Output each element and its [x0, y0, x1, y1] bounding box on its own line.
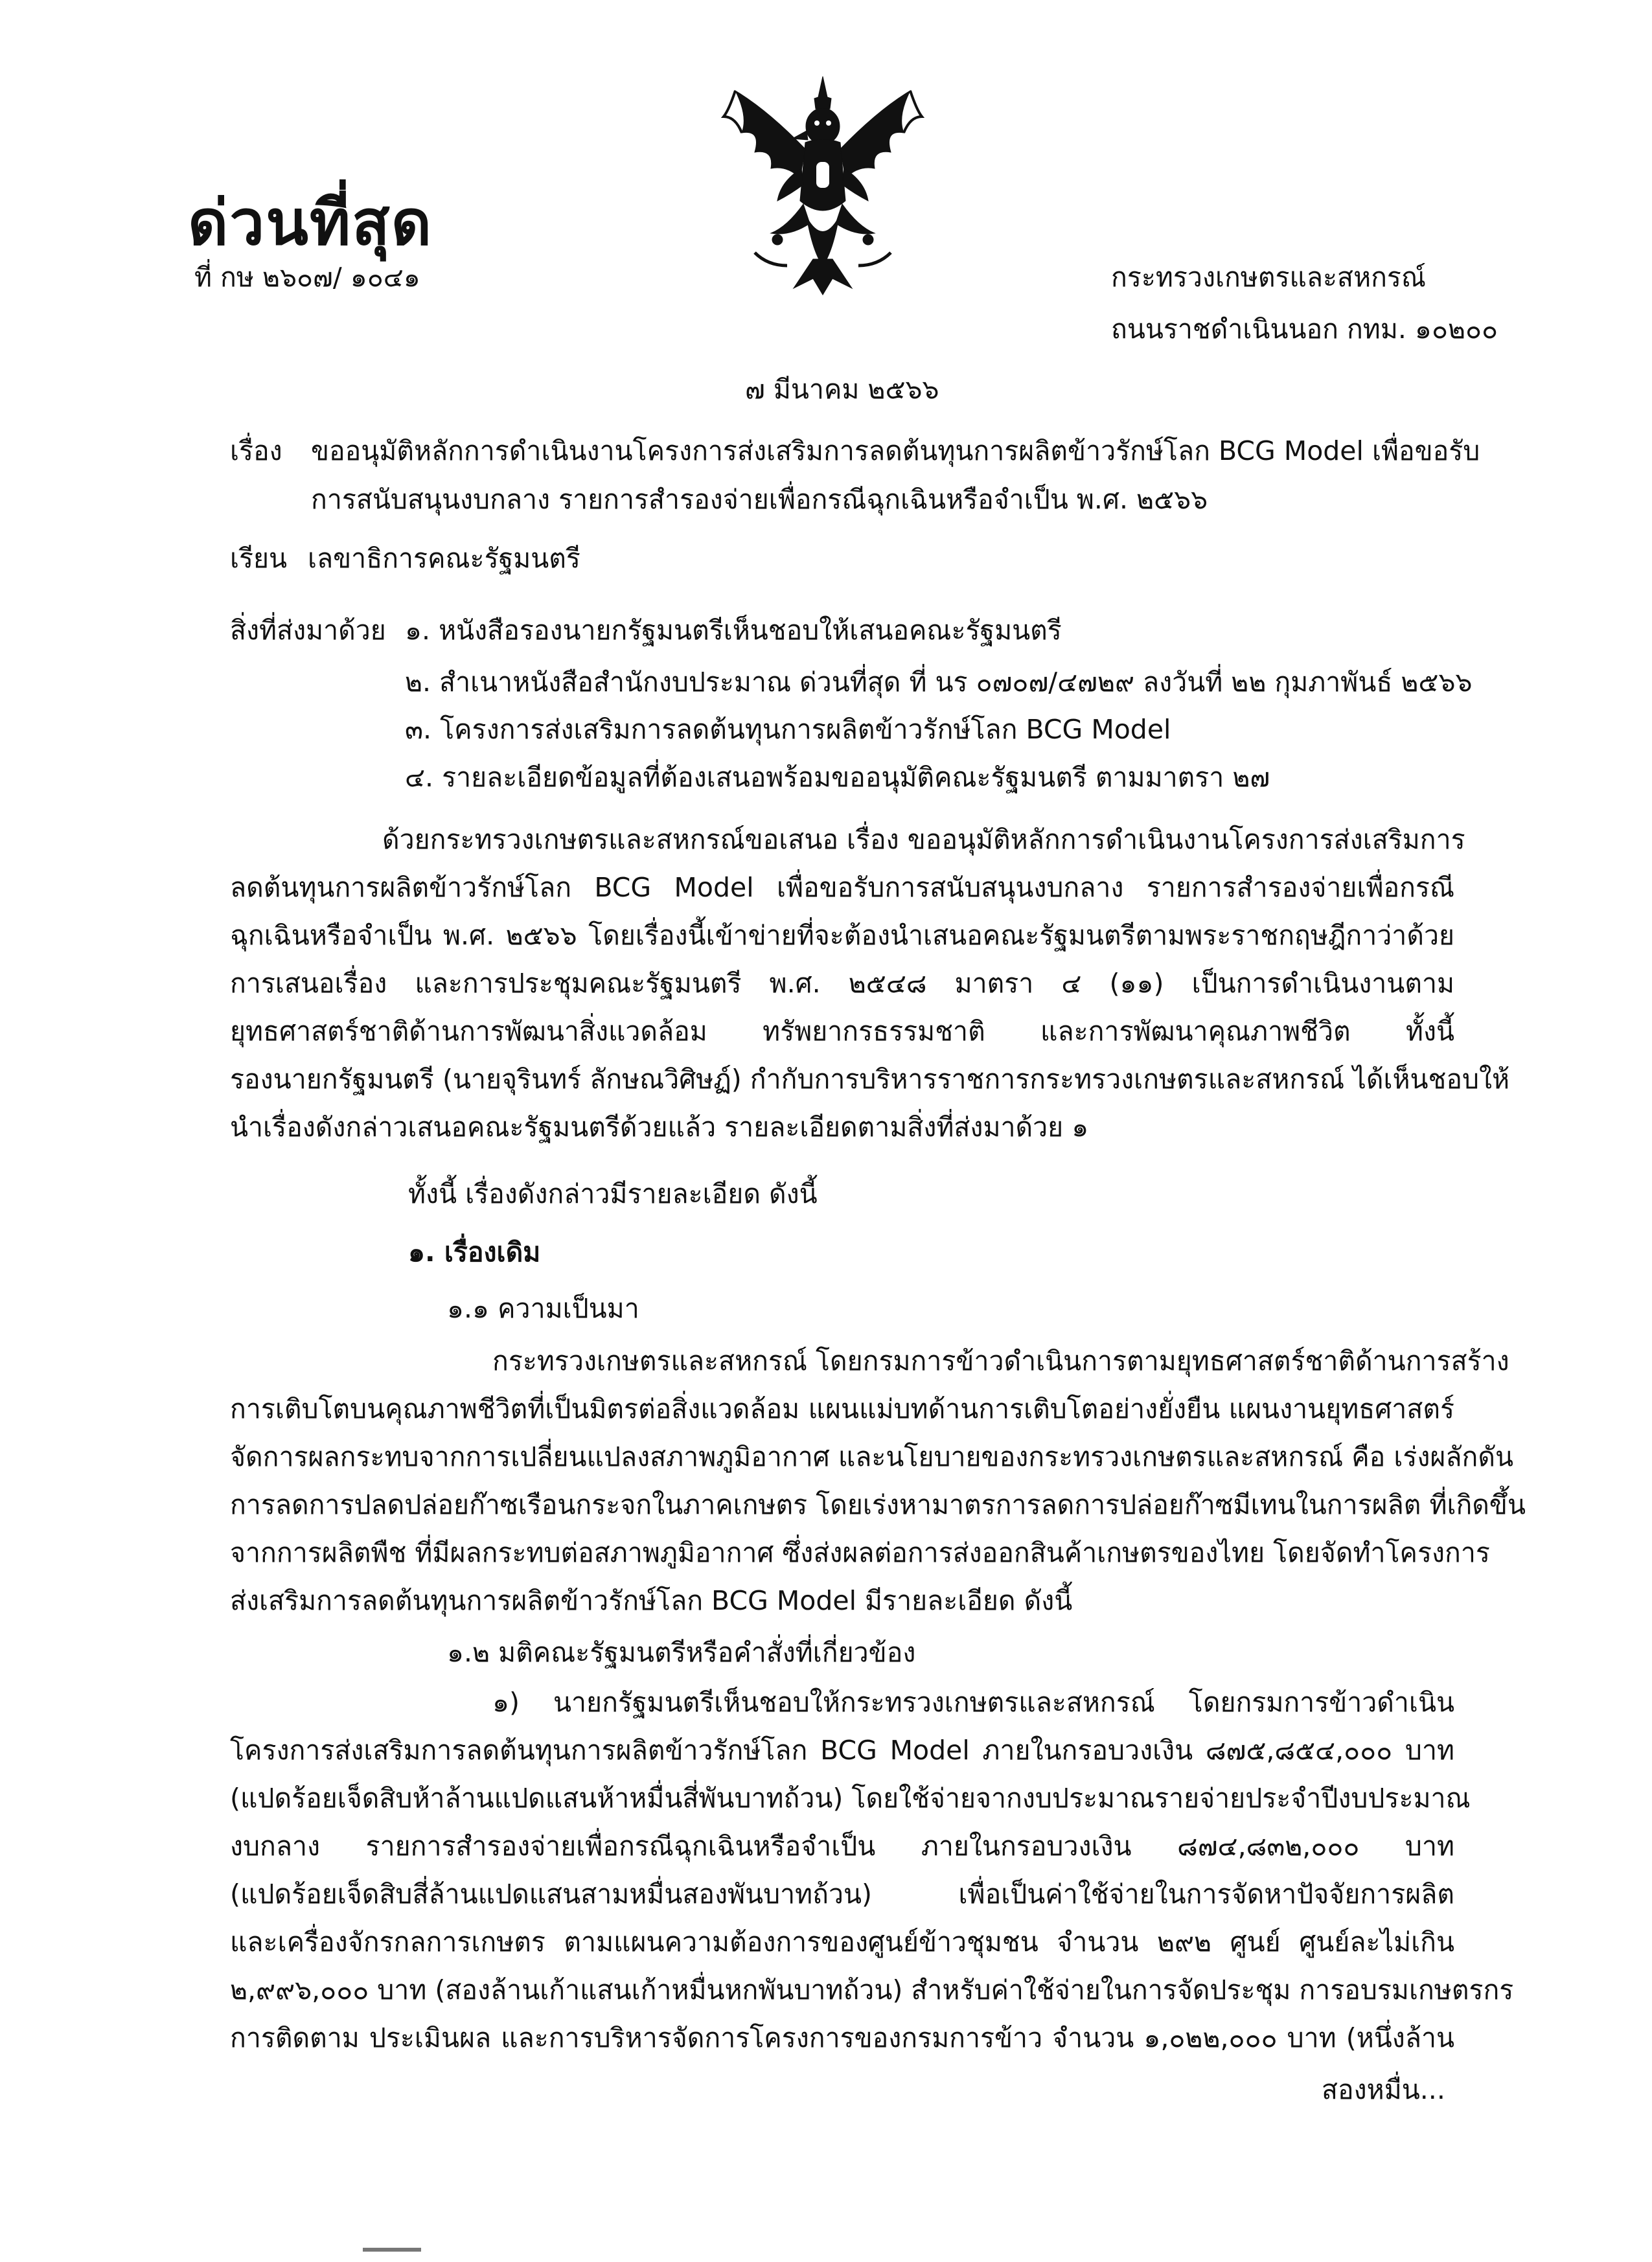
document-date: ๗ มีนาคม ๒๕๖๖: [745, 374, 939, 405]
section-1-2-line: ๒,๙๙๖,๐๐๐ บาท (สองล้านเก้าแสนเก้าหมื่นหกพันบาทถ้วน) สำหรับค่าใช้จ่ายในการจัดประชุม การอบรมเกษตรกร: [230, 1974, 1514, 2005]
enclosure-item: ๒. สำเนาหนังสือสำนักงบประมาณ ด่วนที่สุด ที่ นร ๐๗๐๗/๔๗๒๙ ลงวันที่ ๒๒ กุมภาพันธ์ ๒๕๖๖: [405, 667, 1473, 698]
intro-line: ลดต้นทุนการผลิตข้าวรักษ์โลก BCG Model เพื่อขอรับการสนับสนุนงบกลาง รายการสำรองจ่ายเพื่อกรณี: [230, 872, 1454, 903]
addressee-label: เรียน: [230, 543, 288, 574]
section-1-2-title: ๑.๒ มติคณะรัฐมนตรีหรือคำสั่งที่เกี่ยวข้อง: [447, 1637, 916, 1668]
ministry-name: กระทรวงเกษตรและสหกรณ์: [1111, 262, 1426, 293]
section-1-2-line: ๑) นายกรัฐมนตรีเห็นชอบให้กระทรวงเกษตรและสหกรณ์ โดยกรมการข้าวดำเนิน: [492, 1687, 1454, 1718]
section-1-2-line: และเครื่องจักรกลการเกษตร ตามแผนความต้องการของศูนย์ข้าวชุมชน จำนวน ๒๙๒ ศูนย์ ศูนย์ละไม่เกิน: [230, 1926, 1454, 1958]
continuation-marker: สองหมื่น...: [1322, 2074, 1445, 2105]
subject-line-2: การสนับสนุนงบกลาง รายการสำรองจ่ายเพื่อกรณีฉุกเฉินหรือจำเป็น พ.ศ. ๒๕๖๖: [311, 484, 1208, 515]
enclosures-label: สิ่งที่ส่งมาด้วย: [230, 615, 386, 646]
section-1-2-line: (แปดร้อยเจ็ดสิบห้าล้านแปดแสนห้าหมื่นสี่พันบาทถ้วน) โดยใช้จ่ายจากงบประมาณรายจ่ายประจำปีงบประมาณ: [230, 1783, 1471, 1814]
urgency-stamp: ด่วนที่สุด: [188, 187, 433, 259]
subject-line-1: ขออนุมัติหลักการดำเนินงานโครงการส่งเสริมการลดต้นทุนการผลิตข้าวรักษ์โลก BCG Model เพื่อขอรับ: [311, 435, 1480, 466]
section-1-1-line: จัดการผลกระทบจากการเปลี่ยนแปลงสภาพภูมิอากาศ และนโยบายของกระทรวงเกษตรและสหกรณ์ คือ เร่งผลักดัน: [230, 1441, 1513, 1472]
enclosure-item: ๔. รายละเอียดข้อมูลที่ต้องเสนอพร้อมขออนุมัติคณะรัฐมนตรี ตามมาตรา ๒๗: [405, 762, 1270, 793]
section-1-1-title: ๑.๑ ความเป็นมา: [447, 1293, 639, 1324]
section-1-1-line: การเติบโตบนคุณภาพชีวิตที่เป็นมิตรต่อสิ่งแวดล้อม แผนแม่บทด้านการเติบโตอย่างยั่งยืน แผนงานยุทธศาสตร์: [230, 1393, 1454, 1424]
garuda-emblem-icon: [716, 71, 930, 298]
intro-line: นำเรื่องดังกล่าวเสนอคณะรัฐมนตรีด้วยแล้ว รายละเอียดตามสิ่งที่ส่งมาด้วย ๑: [230, 1112, 1089, 1143]
section-1-1-line: จากการผลิตพืช ที่มีผลกระทบต่อสภาพภูมิอากาศ ซึ่งส่งผลต่อการส่งออกสินค้าเกษตรของไทย โดยจัดทำโครงการ: [230, 1537, 1490, 1568]
section-1-2-line: งบกลาง รายการสำรองจ่ายเพื่อกรณีฉุกเฉินหรือจำเป็น ภายในกรอบวงเงิน ๘๗๔,๘๓๒,๐๐๐ บาท: [230, 1831, 1454, 1862]
ministry-address: ถนนราชดำเนินนอก กทม. ๑๐๒๐๐: [1111, 314, 1498, 345]
section-1-1-line: ส่งเสริมการลดต้นทุนการผลิตข้าวรักษ์โลก BCG Model มีรายละเอียด ดังนี้: [230, 1585, 1073, 1616]
section-1-2-line: (แปดร้อยเจ็ดสิบสี่ล้านแปดแสนสามหมื่นสองพันบาทถ้วน) เพื่อเป็นค่าใช้จ่ายในการจัดหาปัจจัยการผลิต: [230, 1879, 1454, 1910]
section-1-1-line: การลดการปลดปล่อยก๊าซเรือนกระจกในภาคเกษตร โดยเร่งหามาตรการลดการปล่อยก๊าซมีเทนในการผลิต ที่เกิดขึ้น: [230, 1489, 1526, 1520]
details-intro: ทั้งนี้ เรื่องดังกล่าวมีรายละเอียด ดังนี้: [408, 1178, 818, 1209]
section-1-2-line: โครงการส่งเสริมการลดต้นทุนการผลิตข้าวรักษ์โลก BCG Model ภายในกรอบวงเงิน ๘๗๕,๘๕๔,๐๐๐ บาท: [230, 1735, 1454, 1766]
intro-line: ฉุกเฉินหรือจำเป็น พ.ศ. ๒๕๖๖ โดยเรื่องนี้เข้าข่ายที่จะต้องนำเสนอคณะรัฐมนตรีตามพระราชกฤษฎีกาว่าด้วย: [230, 920, 1454, 951]
section-1-1-line: กระทรวงเกษตรและสหกรณ์ โดยกรมการข้าวดำเนินการตามยุทธศาสตร์ชาติด้านการสร้าง: [492, 1345, 1509, 1377]
intro-line: การเสนอเรื่อง และการประชุมคณะรัฐมนตรี พ.ศ. ๒๕๔๘ มาตรา ๔ (๑๑) เป็นการดำเนินงานตาม: [230, 968, 1454, 999]
addressee-text: เลขาธิการคณะรัฐมนตรี: [308, 543, 580, 574]
enclosure-item: ๓. โครงการส่งเสริมการลดต้นทุนการผลิตข้าวรักษ์โลก BCG Model: [405, 714, 1171, 745]
intro-line: ยุทธศาสตร์ชาติด้านการพัฒนาสิ่งแวดล้อม ทรัพยากรธรรมชาติ และการพัฒนาคุณภาพชีวิต ทั้งนี้: [230, 1016, 1454, 1047]
document-number: ที่ กษ ๒๖๐๗/ ๑๐๔๑: [194, 262, 420, 293]
section-1-title: ๑. เรื่องเดิม: [408, 1237, 541, 1268]
intro-line: ด้วยกระทรวงเกษตรและสหกรณ์ขอเสนอ เรื่อง ขออนุมัติหลักการดำเนินงานโครงการส่งเสริมการ: [382, 824, 1465, 855]
intro-line: รองนายกรัฐมนตรี (นายจุรินทร์ ลักษณวิศิษฏ์) กำกับการบริหารราชการกระทรวงเกษตรและสหกรณ์ ได้เห็นชอบให้: [230, 1064, 1510, 1095]
enclosure-item: ๑. หนังสือรองนายกรัฐมนตรีเห็นชอบให้เสนอคณะรัฐมนตรี: [405, 615, 1062, 646]
section-1-2-line: การติดตาม ประเมินผล และการบริหารจัดการโครงการของกรมการข้าว จำนวน ๑,๐๒๒,๐๐๐ บาท (หนึ่งล้าน: [230, 2022, 1454, 2053]
scan-artifact: [363, 2248, 421, 2252]
subject-label: เรื่อง: [230, 435, 282, 466]
